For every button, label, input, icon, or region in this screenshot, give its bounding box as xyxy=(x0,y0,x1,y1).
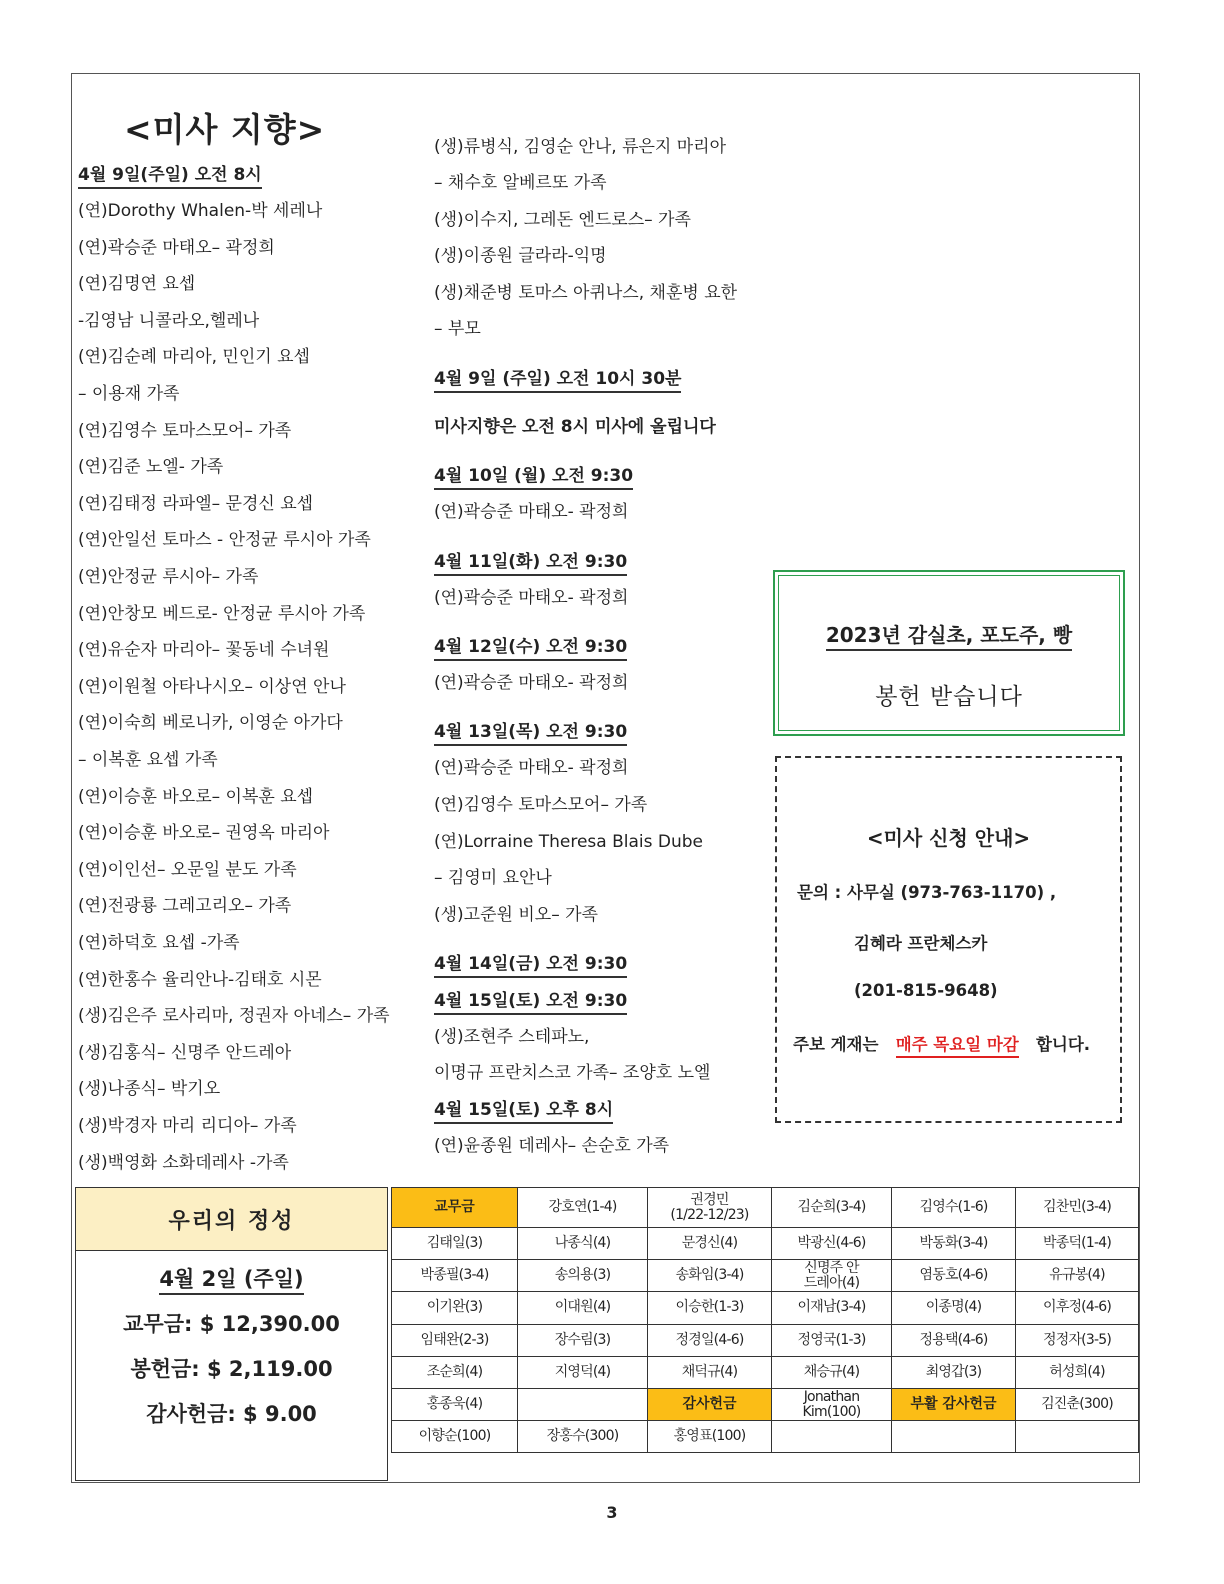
intention-line: (생)이수지, 그레돈 엔드로스– 가족 xyxy=(434,210,691,230)
intention-line: (생)백영화 소화데레사 -가족 xyxy=(78,1152,289,1173)
donor-cell: 이재남(3-4) xyxy=(772,1292,892,1324)
mass-time-heading: 4월 9일(주일) 오전 8시 xyxy=(78,160,262,189)
intention-line: -김영남 니콜라오,헬레나 xyxy=(78,310,260,331)
intention-line: (연)김순례 마리아, 민인기 요셉 xyxy=(78,347,310,368)
intention-line: (생)류병식, 김영순 안나, 류은지 마리아 xyxy=(434,137,727,157)
bulletin-deadline: 매주 목요일 마감 xyxy=(896,1035,1019,1058)
intention-line: (생)이종원 글라라-익명 xyxy=(434,246,607,266)
donor-cell: 정용택(4-6) xyxy=(892,1324,1016,1356)
table-row xyxy=(392,1388,1139,1420)
intention-line: – 김영미 요안나 xyxy=(434,868,552,888)
offering-summary xyxy=(75,1187,388,1481)
mass-request-box xyxy=(775,756,1122,1123)
donor-cell xyxy=(518,1388,648,1420)
category-cell: 부활 감사헌금 xyxy=(892,1388,1016,1420)
donor-cell: 김진춘(300) xyxy=(1016,1388,1139,1420)
intention-line: (연)Lorraine Theresa Blais Dube xyxy=(434,832,703,852)
donor-cell: 권경민 (1/22-12/23) xyxy=(648,1188,772,1228)
donor-table xyxy=(391,1187,1139,1453)
intention-line: (연)김영수 토마스모어– 가족 xyxy=(434,795,648,815)
table-row xyxy=(392,1228,1139,1260)
donor-cell: Jonathan Kim(100) xyxy=(772,1388,892,1420)
page-title: <미사 지향> xyxy=(124,110,326,149)
offering-line: 봉헌금: $ 2,119.00 xyxy=(130,1357,333,1381)
mass-time-heading: 4월 14일(금) 오전 9:30 xyxy=(434,949,627,978)
mass-time-heading: 4월 13일(목) 오전 9:30 xyxy=(434,717,627,746)
intention-line: (연)이승훈 바오로– 권영옥 마리아 xyxy=(78,823,330,844)
offering-notice-box xyxy=(773,570,1125,736)
donor-cell: 박동화(3-4) xyxy=(892,1228,1016,1260)
intention-line: – 채수호 알베르또 가족 xyxy=(434,173,607,193)
donor-cell: 이후정(4-6) xyxy=(1016,1292,1139,1324)
category-cell: 감사헌금 xyxy=(648,1388,772,1420)
mass-time-heading: 4월 10일 (월) 오전 9:30 xyxy=(434,461,633,490)
donor-cell: 채승규(4) xyxy=(772,1356,892,1388)
donor-cell: 송화임(3-4) xyxy=(648,1260,772,1292)
donor-cell: 강호연(1-4) xyxy=(518,1188,648,1228)
donor-cell: 임태완(2-3) xyxy=(392,1324,518,1356)
intention-line: (연)이인선– 오문일 분도 가족 xyxy=(78,859,297,880)
donor-cell: 정경일(4-6) xyxy=(648,1324,772,1356)
notice-subtitle: 봉헌 받습니다 xyxy=(875,684,1023,710)
donor-cell: 최영갑(3) xyxy=(892,1356,1016,1388)
intention-line: 미사지향은 오전 8시 미사에 올립니다 xyxy=(434,417,716,437)
donor-cell xyxy=(1016,1421,1139,1453)
mass-request-phone: (201-815-9648) xyxy=(854,981,998,1000)
donor-cell xyxy=(772,1421,892,1453)
mass-time-heading: 4월 12일(수) 오전 9:30 xyxy=(434,632,627,661)
donor-cell: 지영덕(4) xyxy=(518,1356,648,1388)
intention-line: (연)안정균 루시아– 가족 xyxy=(78,567,259,587)
intention-line: (생)나종식– 박기오 xyxy=(78,1079,221,1100)
donor-cell: 정영국(1-3) xyxy=(772,1324,892,1356)
intention-line: (연)곽승준 마태오– 곽정희 xyxy=(78,237,275,258)
bulletin-prefix: 주보 게재는 xyxy=(793,1035,879,1054)
intention-line: (연)김영수 토마스모어– 가족 xyxy=(78,420,292,441)
table-row xyxy=(392,1421,1139,1453)
intention-line: (생)조현주 스테파노, xyxy=(434,1027,590,1047)
bulletin-deadline-line xyxy=(793,1031,1090,1055)
table-row xyxy=(392,1188,1139,1228)
intention-line: (연)이원철 아타나시오– 이상연 안나 xyxy=(78,676,346,697)
donor-cell: 김영수(1-6) xyxy=(892,1188,1016,1228)
donor-cell: 허성희(4) xyxy=(1016,1356,1139,1388)
intention-line: (연)한홍수 율리안나-김태호 시몬 xyxy=(78,969,322,990)
intention-line: (연)곽승준 마태오- 곽정희 xyxy=(434,673,629,693)
donor-cell: 이종명(4) xyxy=(892,1292,1016,1324)
donor-cell: 이기완(3) xyxy=(392,1292,518,1324)
donor-cell: 김순희(3-4) xyxy=(772,1188,892,1228)
intention-line: – 부모 xyxy=(434,319,481,339)
mass-time-heading: 4월 11일(화) 오전 9:30 xyxy=(434,547,627,576)
intention-line: (연)안일선 토마스 - 안정균 루시아 가족 xyxy=(78,530,371,551)
donor-cell: 홍영표(100) xyxy=(648,1421,772,1453)
donor-cell: 김태일(3) xyxy=(392,1228,518,1260)
mass-time-heading: 4월 15일(토) 오전 9:30 xyxy=(434,986,627,1015)
intention-line: (생)고준원 비오– 가족 xyxy=(434,905,598,925)
donor-cell: 장홍수(300) xyxy=(518,1421,648,1453)
table-row xyxy=(392,1356,1139,1388)
donor-cell: 이향순(100) xyxy=(392,1421,518,1453)
donor-cell: 박광신(4-6) xyxy=(772,1228,892,1260)
intention-line: (생)김은주 로사리마, 정권자 아네스– 가족 xyxy=(78,1006,390,1027)
intention-line: (연)김태정 라파엘– 문경신 요셉 xyxy=(78,493,314,514)
mass-time-heading: 4월 15일(토) 오후 8시 xyxy=(434,1095,613,1124)
intention-line: – 이용재 가족 xyxy=(78,384,180,404)
intention-line: (연)이숙희 베로니카, 이영순 아가다 xyxy=(78,713,343,734)
intention-line: (연)윤종원 데레사– 손순호 가족 xyxy=(434,1136,670,1156)
offering-line: 교무금: $ 12,390.00 xyxy=(123,1312,340,1336)
donor-cell: 정정자(3-5) xyxy=(1016,1324,1139,1356)
intention-line: (생)박경자 마리 리디아– 가족 xyxy=(78,1116,297,1136)
intention-line: (연)안창모 베드로- 안정균 루시아 가족 xyxy=(78,603,366,624)
mass-request-name: 김혜라 프란체스카 xyxy=(854,934,988,953)
mass-request-contact: 문의 : 사무실 (973-763-1170) , xyxy=(797,883,1057,902)
table-row xyxy=(392,1324,1139,1356)
mass-request-title: <미사 신청 안내> xyxy=(866,826,1031,850)
intention-line: (연)Dorothy Whalen-박 세레나 xyxy=(78,201,323,221)
offering-date: 4월 2일 (주일) xyxy=(159,1267,303,1295)
donor-cell xyxy=(892,1421,1016,1453)
donor-cell: 송의용(3) xyxy=(518,1260,648,1292)
intention-line: (연)김준 노엘- 가족 xyxy=(78,457,224,478)
intention-line: (연)곽승준 마태오- 곽정희 xyxy=(434,502,629,522)
intention-line: (생)채준병 토마스 아퀴나스, 채훈병 요한 xyxy=(434,283,738,303)
offering-header: 우리의 정성 xyxy=(76,1188,387,1251)
donor-cell: 유규봉(4) xyxy=(1016,1260,1139,1292)
donor-cell: 나종식(4) xyxy=(518,1228,648,1260)
category-cell: 교무금 xyxy=(392,1188,518,1228)
donor-cell: 박종덕(1-4) xyxy=(1016,1228,1139,1260)
intention-line: (연)하덕호 요셉 -가족 xyxy=(78,933,240,953)
donor-cell: 채덕규(4) xyxy=(648,1356,772,1388)
intention-line: – 이복훈 요셉 가족 xyxy=(78,750,218,770)
notice-title: 2023년 감실초, 포도주, 빵 xyxy=(826,623,1072,651)
intention-line: (연)전광룡 그레고리오– 가족 xyxy=(78,896,292,917)
table-row xyxy=(392,1292,1139,1324)
donor-cell: 박종필(3-4) xyxy=(392,1260,518,1292)
donor-cell: 김찬민(3-4) xyxy=(1016,1188,1139,1228)
donor-cell: 장수림(3) xyxy=(518,1324,648,1356)
bulletin-suffix: 합니다. xyxy=(1035,1035,1091,1054)
intention-line: 이명규 프란치스코 가족– 조양호 노엘 xyxy=(434,1063,711,1083)
donor-cell: 신명주 안 드레아(4) xyxy=(772,1260,892,1292)
offering-line: 감사헌금: $ 9.00 xyxy=(146,1402,317,1426)
intention-line: (연)이승훈 바오로– 이복훈 요셉 xyxy=(78,786,314,807)
intention-line: (연)곽승준 마태오- 곽정희 xyxy=(434,758,629,778)
page-number: 3 xyxy=(606,1503,618,1522)
donor-cell: 이승한(1-3) xyxy=(648,1292,772,1324)
intention-line: (연)곽승준 마태오- 곽정희 xyxy=(434,588,629,608)
table-row xyxy=(392,1260,1139,1292)
intention-line: (연)김명연 요셉 xyxy=(78,274,196,295)
intention-line: (연)유순자 마리아– 꽃동네 수녀원 xyxy=(78,640,330,661)
donor-cell: 홍종욱(4) xyxy=(392,1388,518,1420)
donor-cell: 문경신(4) xyxy=(648,1228,772,1260)
donor-cell: 조순희(4) xyxy=(392,1356,518,1388)
intention-line: (생)김홍식– 신명주 안드레아 xyxy=(78,1042,292,1063)
donor-cell: 염동호(4-6) xyxy=(892,1260,1016,1292)
mass-time-heading: 4월 9일 (주일) 오전 10시 30분 xyxy=(434,364,681,393)
donor-cell: 이대원(4) xyxy=(518,1292,648,1324)
